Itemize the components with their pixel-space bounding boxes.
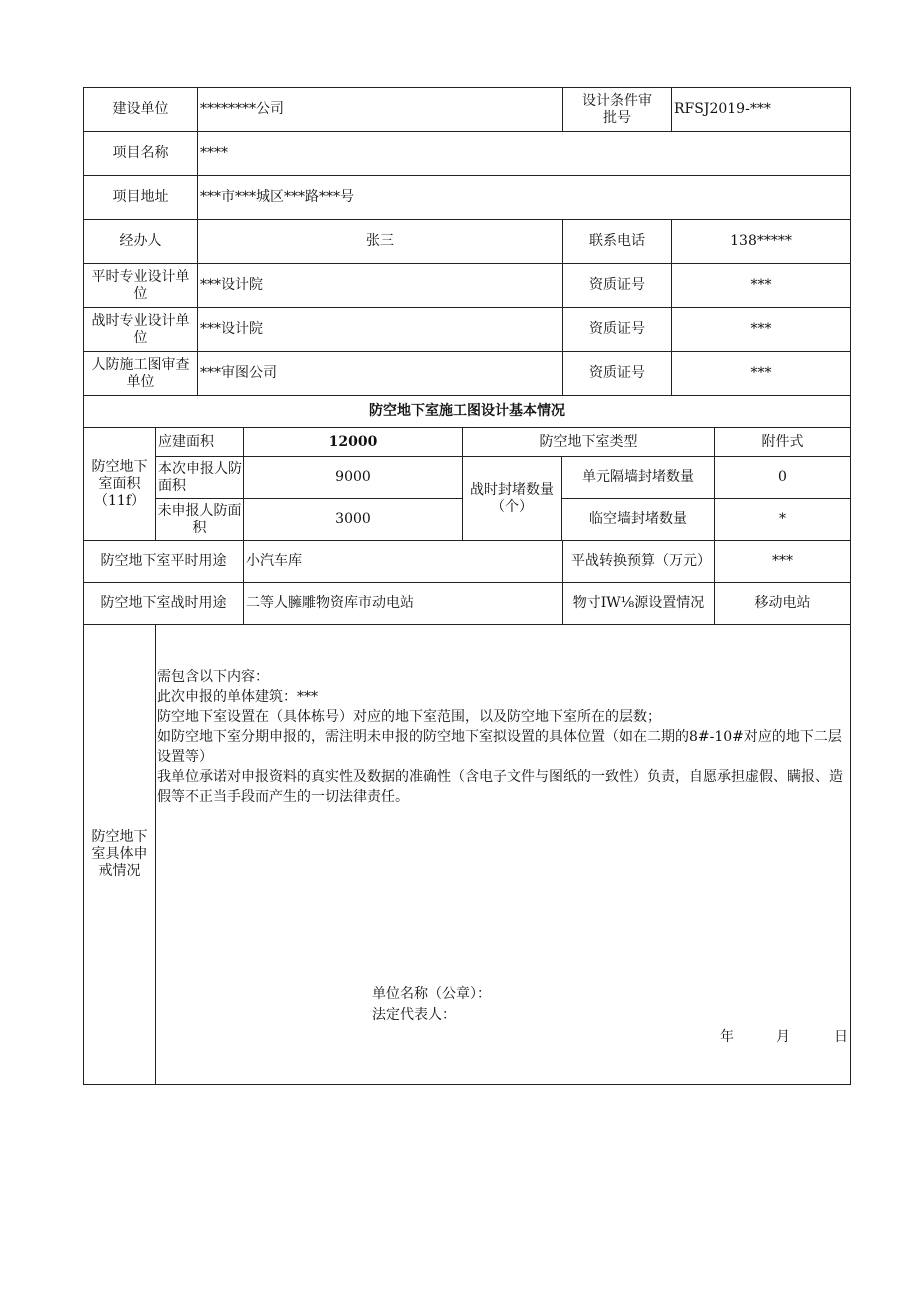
handler-label: 经办人 <box>83 219 198 264</box>
peace-design-value[interactable]: ***设计院 <box>197 263 563 308</box>
declaration-line-5: 我单位承诺对申报资料的真实性及数据的准确性（含电子文件与图纸的一致性）负责，自愿承担虚假、瞒报、造假等不正当手段而产生的一切法律责任。 <box>157 769 843 805</box>
budget-label: 平战转换预算（万元） <box>562 540 715 583</box>
unit-name-label: 单位名称（公章）： <box>372 986 491 1002</box>
peace-design-label: 平时专业设计单位 <box>83 263 198 308</box>
legal-rep-label: 法定代表人： <box>372 1007 456 1023</box>
review-qual-value[interactable]: *** <box>671 351 851 396</box>
peace-qual-value[interactable]: *** <box>671 263 851 308</box>
declaration-line-4: 如防空地下室分期申报的，需注明未申报的防空地下室拟设置的具体位置（如在二期的8#-10#对应的地下二层设置等） <box>157 729 842 765</box>
power-value[interactable]: 移动电站 <box>714 582 851 625</box>
this-area-label: 本次申报人防面积 <box>155 456 244 499</box>
declaration-line-2: 此次申报的单体建筑：*** <box>157 689 318 705</box>
review-unit-label: 人防施工图审查单位 <box>83 351 198 396</box>
war-design-value[interactable]: ***设计院 <box>197 307 563 352</box>
approval-no-label: 设计条件审批号 <box>562 87 672 132</box>
year-label: 年 <box>720 1029 734 1045</box>
peace-use-label: 防空地下室平时用途 <box>83 540 244 583</box>
required-area-label: 应建面积 <box>155 427 244 457</box>
build-unit-value[interactable]: ********公司 <box>197 87 563 132</box>
declaration-line-3: 防空地下室设置在（具体栋号）对应的地下室范围，以及防空地下室所在的层数； <box>157 709 661 725</box>
area-group-label: 防空地下室面积（11f） <box>83 427 156 541</box>
unreported-area-value[interactable]: 3000 <box>243 498 463 541</box>
unit-wall-value[interactable]: 0 <box>714 456 851 499</box>
handler-value[interactable]: 张三 <box>197 219 563 264</box>
war-design-label: 战时专业设计单位 <box>83 307 198 352</box>
unit-wall-label: 单元隔墙封堵数量 <box>561 456 715 499</box>
review-unit-value[interactable]: ***审图公司 <box>197 351 563 396</box>
project-name-value[interactable]: **** <box>197 131 851 176</box>
phone-label: 联系电话 <box>562 219 672 264</box>
project-address-value[interactable]: ***市***城区***路***号 <box>197 175 851 220</box>
peace-use-value[interactable]: 小汽车库 <box>243 540 563 583</box>
peace-qual-label: 资质证号 <box>562 263 672 308</box>
project-name-label: 项目名称 <box>83 131 198 176</box>
section-title: 防空地下室施工图设计基本情况 <box>83 395 851 428</box>
required-area-value[interactable]: 12000 <box>243 427 463 457</box>
phone-value[interactable]: 138***** <box>671 219 851 264</box>
unreported-area-label: 未申报人防面积 <box>155 498 244 541</box>
approval-no-value[interactable]: RFSJ2019-*** <box>671 87 851 132</box>
temp-wall-value[interactable]: * <box>714 498 851 541</box>
war-qual-label: 资质证号 <box>562 307 672 352</box>
this-area-value[interactable]: 9000 <box>243 456 463 499</box>
review-qual-label: 资质证号 <box>562 351 672 396</box>
project-address-label: 项目地址 <box>83 175 198 220</box>
declaration-label: 防空地下室具体申戒情况 <box>83 624 156 1085</box>
shelter-type-label: 防空地下室类型 <box>462 427 715 457</box>
temp-wall-label: 临空墙封堵数量 <box>561 498 715 541</box>
war-use-value[interactable]: 二等人臃雕物资库市动电站 <box>243 582 563 625</box>
day-label: 日 <box>834 1029 848 1045</box>
month-label: 月 <box>776 1029 790 1045</box>
war-qual-value[interactable]: *** <box>671 307 851 352</box>
budget-value[interactable]: *** <box>714 540 851 583</box>
blocking-label: 战时封堵数量（个） <box>462 456 562 541</box>
declaration-line-1: 需包含以下内容： <box>157 669 269 685</box>
war-use-label: 防空地下室战时用途 <box>83 582 244 625</box>
build-unit-label: 建设单位 <box>83 87 198 132</box>
declaration-text <box>157 667 847 807</box>
shelter-type-value[interactable]: 附件式 <box>714 427 851 457</box>
power-label: 物寸IW⅛源设置情况 <box>562 582 715 625</box>
